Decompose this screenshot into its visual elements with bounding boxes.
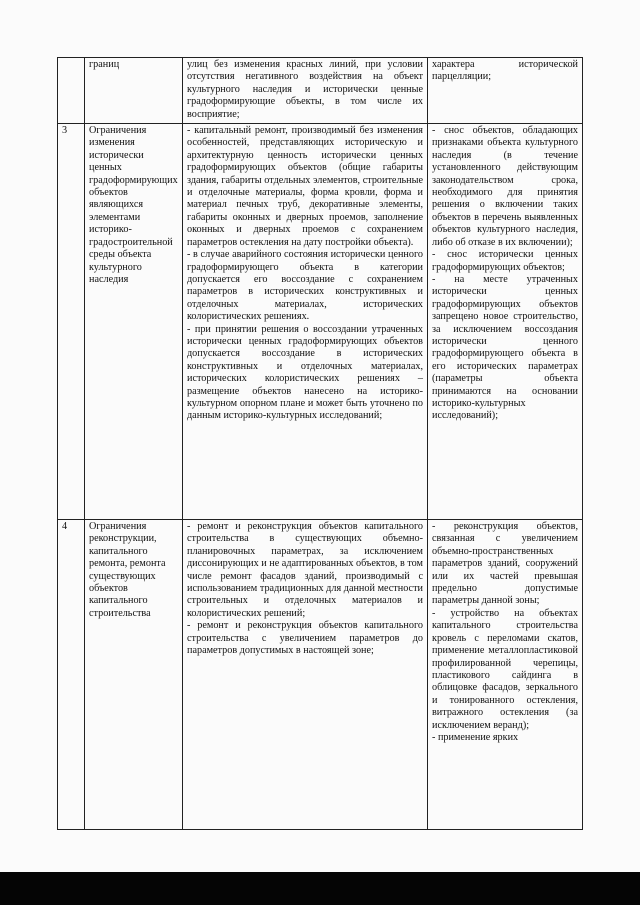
prohibited-cell (428, 124, 583, 520)
paragraph: - снос исторически ценных градоформирующих объектов; (432, 249, 578, 273)
scan-edge-band (0, 872, 640, 905)
paragraph: - устройство на объектах капитального строительства кровель с переломами скатов, применение металлопластиковой профилированной черепицы, пластикового сайдинга в облицовке фасадов, зеркального и тонированного остекления, витражного остекления (за исключением веранд); (432, 607, 578, 731)
permitted-cell: улиц без изменения красных линий, при условии отсутствия негативного воздействия на объект культурного наследия и исторически ценные градоформирующие объекты, в том числе их восприятие; (183, 58, 428, 124)
paragraph: - реконструкция объектов, связанная с увеличением объемно-пространственных параметров зданий, сооружений или их частей превышая предельно допустимые параметры данной зоны; (432, 521, 578, 607)
table-row (58, 58, 583, 124)
paragraph: - при принятии решения о воссоздании утраченных исторически ценных градоформирующих объектов допускается воссоздание в исторических конструктивных и отделочных материалах, исторических колористических решениях – размещение объектов нанесено на историко-культурном опорном плане и может быть уточнено по данным историко-культурных исследований; (187, 323, 423, 422)
restriction-title-cell: Ограничения реконструкции, капитального ремонта, ремонта существующих объектов капитального строительства (85, 520, 183, 830)
permitted-cell (183, 520, 428, 830)
row-number-cell: 3 (58, 124, 85, 520)
prohibited-cell: характера исторической парцелляции; (428, 58, 583, 124)
restrictions-table (57, 57, 583, 830)
restriction-title-cell: границ (85, 58, 183, 124)
restriction-title-cell: Ограничения изменения исторически ценных градоформирующих объектов являющихся элементами историко-градостроительной среды объекта культурного наследия (85, 124, 183, 520)
paragraph: - ремонт и реконструкция объектов капитального строительства с увеличением параметров до параметров допустимых в настоящей зоне; (187, 620, 423, 657)
table-row (58, 520, 583, 830)
paragraph: - в случае аварийного состояния исторически ценного градоформирующего объекта в категории допускается его воссоздание с сохранением параметров в исторических конструктивных и отделочных материалах, исторических колористических решениях. (187, 249, 423, 323)
prohibited-cell (428, 520, 583, 830)
paragraph: - ремонт и реконструкция объектов капитального строительства в существующих объемно-планировочных параметрах, за исключением диссонирующих и не адаптированных объектов, в том числе ремонт фасадов зданий, производимый с использованием традиционных для данной местности строительных и отделочных материалов и колористических решений; (187, 521, 423, 619)
paragraph: - капитальный ремонт, производимый без изменения особенностей, представляющих историческую и архитектурную ценность исторически ценных градоформирующих объектов (общие габариты здания, габариты отдельных элементов, строительные и отделочные материалы, форма кровли, форма и материал печных труб, декоративные элементы, габариты оконных и дверных проемов, заполнение оконных и дверных проемов с сохранением параметров остекления на дату постройки объекта). (187, 125, 423, 248)
permitted-cell (183, 124, 428, 520)
row-number-cell: 4 (58, 520, 85, 830)
paragraph: - на месте утраченных исторически ценных градоформирующих объектов запрещено новое строительство, за исключением воссоздания исторически ценного градоформирующего объекта в его исторических параметрах (параметры объекта принимаются на основании историко-культурных исследований); (432, 273, 578, 422)
row-number-cell (58, 58, 85, 124)
paragraph: - снос объектов, обладающих признаками объекта культурного наследия (в течение установленного действующим законодательством срока, необходимого для принятия решения о включении таких объектов в перечень выявленных объектов культурного наследия, либо об отказе в их включении); (432, 125, 578, 248)
table-row (58, 124, 583, 520)
paragraph: - применение ярких (432, 731, 519, 743)
